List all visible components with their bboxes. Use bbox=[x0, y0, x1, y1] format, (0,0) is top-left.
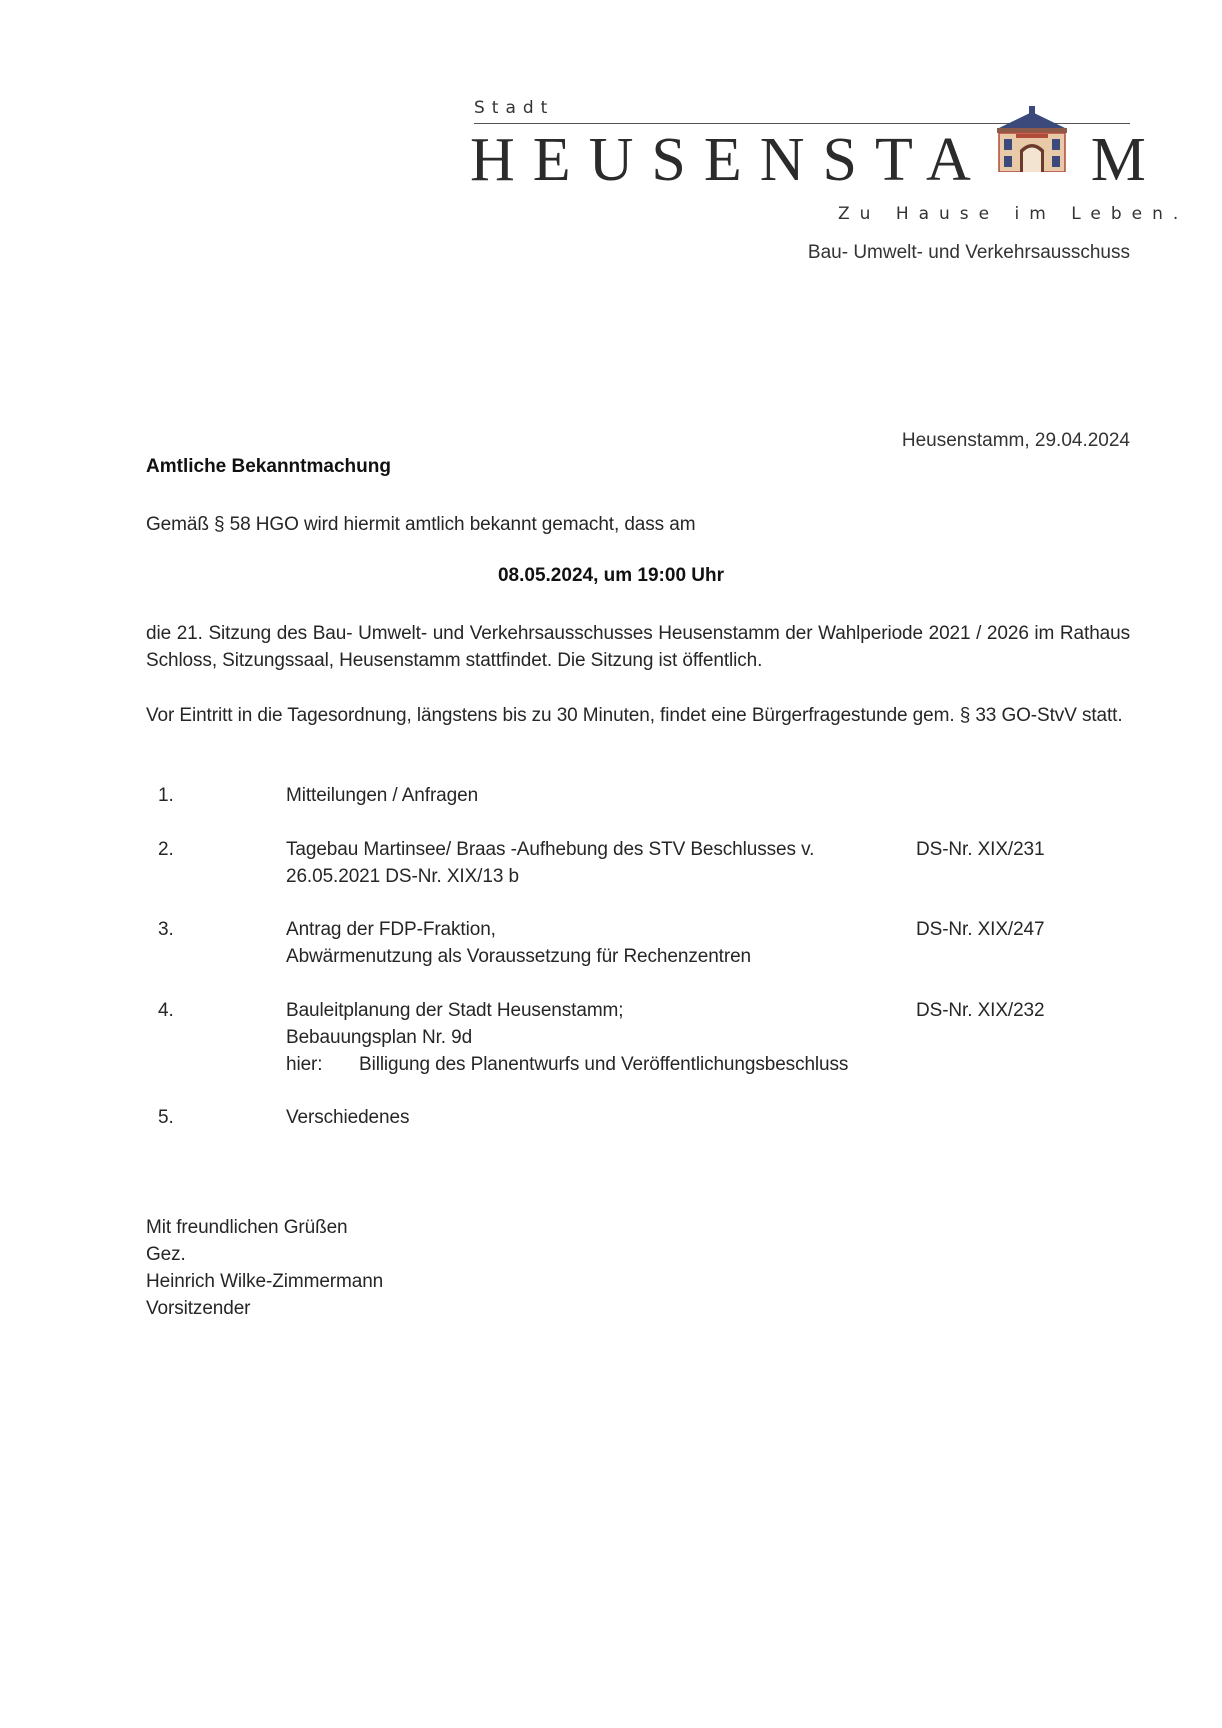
agenda-text-line: Tagebau Martinsee/ Braas -Aufhebung des STV Beschlusses v. bbox=[286, 839, 815, 860]
agenda-text-line: 26.05.2021 DS-Nr. XIX/13 b bbox=[286, 866, 519, 887]
citizens-question-paragraph: Vor Eintritt in die Tagesordnung, längstens bis zu 30 Minuten, findet eine Bürgerfragestunde gem. § 33 GO-StvV statt. bbox=[146, 705, 1123, 726]
agenda-number: 1. bbox=[158, 785, 174, 806]
city-logo bbox=[470, 126, 1164, 194]
agenda-text-line: Abwärmenutzung als Voraussetzung für Rechenzentren bbox=[286, 946, 751, 967]
hier-label: hier: bbox=[286, 1054, 323, 1075]
signatory-name: Heinrich Wilke-Zimmermann bbox=[146, 1271, 384, 1292]
agenda-text: Mitteilungen / Anfragen bbox=[286, 785, 479, 806]
agenda-text-line: Antrag der FDP-Fraktion, bbox=[286, 919, 496, 940]
castle-building-icon bbox=[989, 106, 1075, 172]
committee-name: Bau- Umwelt- und Verkehrsausschuss bbox=[807, 242, 1130, 263]
logo-slogan: Zu Hause im Leben. bbox=[838, 204, 1189, 224]
intro-text: Gemäß § 58 HGO wird hiermit amtlich bekannt gemacht, dass am bbox=[146, 514, 696, 535]
signatory-role: Vorsitzender bbox=[146, 1298, 251, 1319]
document-title: Amtliche Bekanntmachung bbox=[146, 456, 391, 477]
closing-greeting: Mit freundlichen Grüßen bbox=[146, 1217, 348, 1238]
hier-text: Billigung des Planentwurfs und Veröffentlichungsbeschluss bbox=[359, 1054, 849, 1075]
agenda-ds-number: DS-Nr. XIX/231 bbox=[916, 839, 1045, 860]
agenda-number: 4. bbox=[158, 1000, 174, 1021]
agenda-ds-number: DS-Nr. XIX/247 bbox=[916, 919, 1045, 940]
agenda-ds-number: DS-Nr. XIX/232 bbox=[916, 1000, 1045, 1021]
meeting-paragraph: die 21. Sitzung des Bau- Umwelt- und Verkehrsausschusses Heusenstamm der Wahlperiode 2021 / 2026 im Rathaus Schloss, Sitzungssaal, Heusenstamm stattfindet. Die Sitzung ist öffentlich. bbox=[146, 623, 1130, 671]
agenda-number: 3. bbox=[158, 919, 174, 940]
logo-name-part1: HEUSENSTA bbox=[470, 126, 989, 194]
agenda-number: 2. bbox=[158, 839, 174, 860]
logo-stadt-label: Stadt bbox=[474, 98, 555, 118]
closing-block bbox=[146, 1214, 383, 1322]
meeting-datetime: 08.05.2024, um 19:00 Uhr bbox=[497, 565, 725, 586]
agenda-number: 5. bbox=[158, 1107, 174, 1128]
agenda-text-line: Bauleitplanung der Stadt Heusenstamm; bbox=[286, 1000, 624, 1021]
logo-name-part2: M bbox=[1090, 126, 1164, 194]
closing-signed: Gez. bbox=[146, 1244, 186, 1265]
agenda-text: Verschiedenes bbox=[286, 1107, 410, 1128]
place-date: Heusenstamm, 29.04.2024 bbox=[901, 430, 1130, 451]
agenda-text-line: Bebauungsplan Nr. 9d bbox=[286, 1027, 473, 1048]
